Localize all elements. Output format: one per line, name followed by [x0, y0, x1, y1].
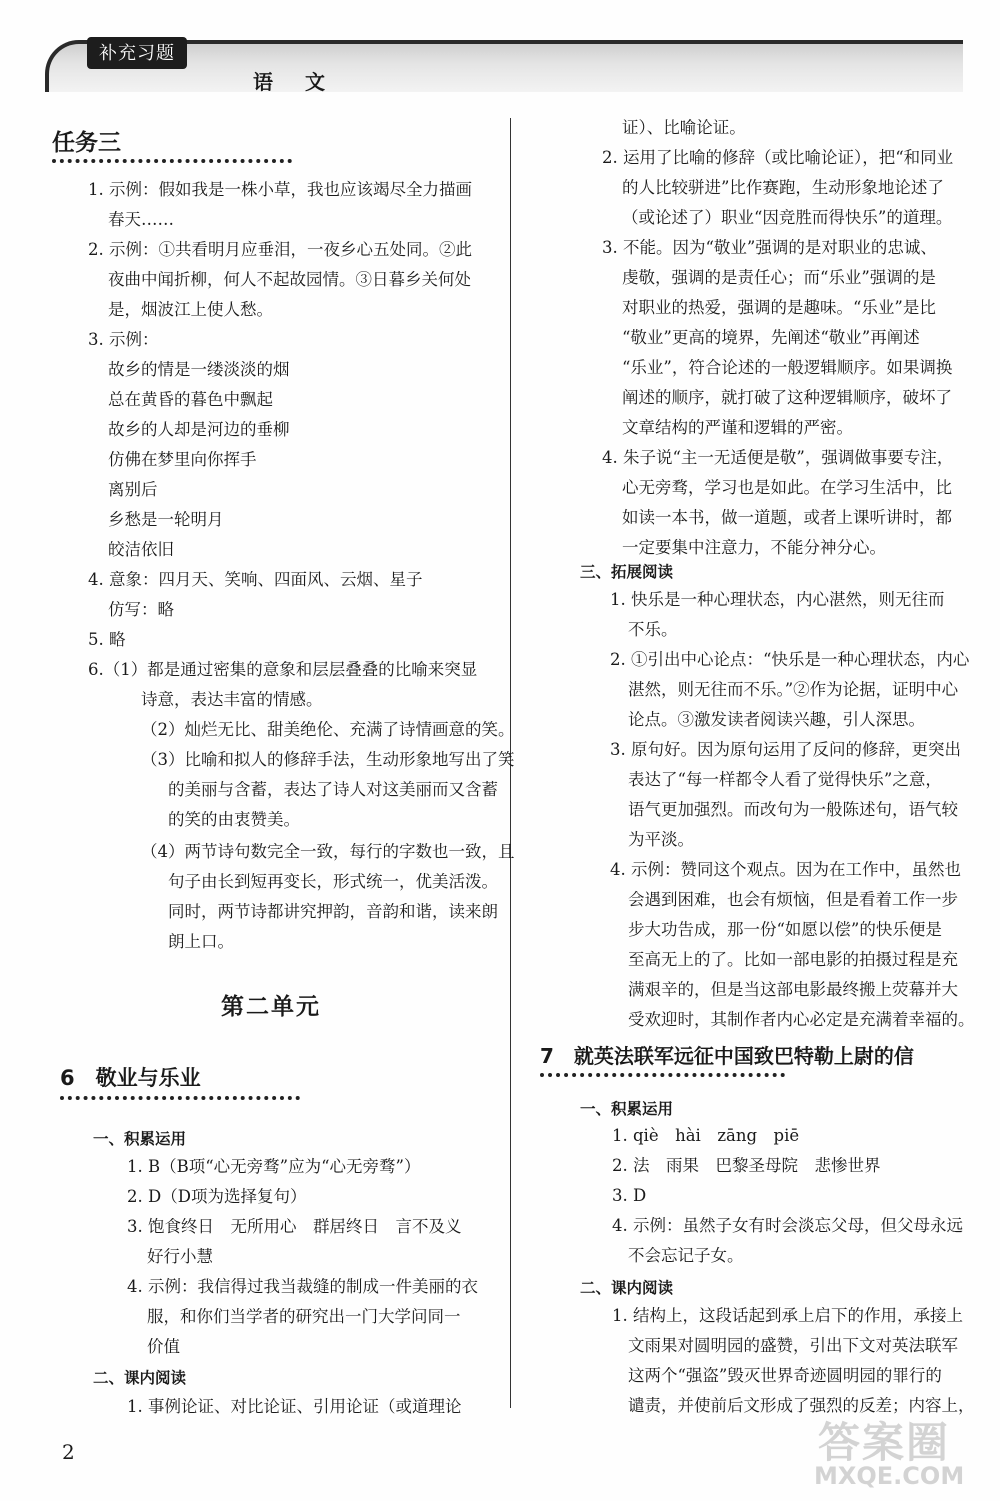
page-header [45, 40, 965, 95]
task-line: 乡愁是一轮明月 [108, 510, 224, 529]
unit-title: 第二单元 [221, 994, 321, 1020]
task-line: 3. 示例： [88, 330, 159, 349]
lesson6-sec1-line: 2. D（D项为选择复句） [127, 1187, 307, 1206]
watermark-line2: MXQE.COM [814, 1462, 965, 1490]
sec3-line: 湛然，则无往而不乐。”②作为论据，证明中心 [628, 680, 959, 699]
header-tag: 补充习题 [87, 37, 187, 69]
lesson6-reading-line: 虔敬，强调的是责任心；而“乐业”强调的是 [622, 268, 936, 287]
lesson7-sec1-line: 1. qiè hài zāng piē [612, 1126, 800, 1145]
lesson6-sec1-line: 1. B（B项“心无旁骛”应为“心无旁骛”） [127, 1157, 421, 1176]
task-line: 5. 略 [88, 630, 126, 649]
task-line: 1. 示例：假如我是一株小草，我也应该竭尽全力描画 [88, 180, 472, 199]
lesson6-reading-line: 文章结构的严谨和逻辑的严密。 [622, 418, 853, 437]
lesson6-sec1-line: 价值 [147, 1337, 180, 1356]
sec3-line: 会遇到困难，也会有烦恼，但是看着工作一步 [628, 890, 958, 909]
sec3-line: 论点。③激发读者阅读兴趣，引人深思。 [628, 710, 925, 729]
lesson7-sec1-line: 2. 法 雨果 巴黎圣母院 悲惨世界 [612, 1156, 881, 1175]
sec3-line: 表达了“每一样都令人看了觉得快乐”之意， [628, 770, 942, 789]
lesson6-reading-line: 心无旁骛，学习也是如此。在学习生活中，比 [622, 478, 952, 497]
lesson7-sec2-line: 1. 结构上，这段话起到承上启下的作用，承接上 [612, 1306, 963, 1325]
lesson6-title: 6 敬业与乐业 [60, 1066, 201, 1090]
lesson6-sec1-heading: 一、积累运用 [93, 1130, 187, 1148]
sec3-line: 至高无上的了。比如一部电影的拍摄过程是充 [628, 950, 958, 969]
lesson6-sec1-line: 服，和你们当学者的研究出一门大学问同一 [147, 1307, 461, 1326]
lesson6-reading-line: 阐述的顺序，就打破了这种逻辑顺序，破坏了 [622, 388, 952, 407]
lesson6-reading-line: 对职业的热爱，强调的是趣味。“乐业”是比 [622, 298, 936, 317]
lesson6-reading-line: 2. 运用了比喻的修辞（或比喻论证），把“和同业 [602, 148, 954, 167]
task-line: 的美丽与含蓄，表达了诗人对这美丽而又含蓄 [168, 780, 498, 799]
lesson7-sec1-heading: 一、积累运用 [580, 1100, 674, 1118]
task-line: 朗上口。 [168, 932, 234, 951]
task-line: 春天…… [108, 210, 174, 229]
task-line: 同时，两节诗都讲究押韵，音韵和谐，读来朗 [168, 902, 498, 921]
lesson6-sec1-line: 3. 饱食终日 无所用心 群居终日 言不及义 [127, 1217, 462, 1236]
lesson6-reading-line: 3. 不能。因为“敬业”强调的是对职业的忠诚、 [602, 238, 937, 257]
sec3-line: 受欢迎时，其制作者内心必定是充满着幸福的。 [628, 1010, 975, 1029]
lesson6-reading-line: 证）、比喻论证。 [622, 118, 746, 137]
lesson6-reading-line: “乐业”，符合论述的一般逻辑顺序。如果调换 [622, 358, 953, 377]
task-line: 句子由长到短再变长，形式统一，优美活泼。 [168, 872, 498, 891]
lesson6-reading-line: 如读一本书，做一道题，或者上课听讲时，都 [622, 508, 952, 527]
lesson6-reading-line: 4. 朱子说“主一无适便是敬”，强调做事要专注， [602, 448, 954, 467]
lesson7-sec1-line: 4. 示例：虽然子女有时会淡忘父母，但父母永远 [612, 1216, 963, 1235]
task-title-rule [52, 159, 292, 163]
lesson6-sec1-line: 好行小慧 [147, 1247, 213, 1266]
lesson7-title: 7 就英法联军远征中国致巴特勒上尉的信 [540, 1044, 914, 1068]
sec3-line: 3. 原句好。因为原句运用了反问的修辞，更突出 [610, 740, 961, 759]
task-line: 仿写：略 [108, 600, 174, 619]
lesson7-sec2-line: 谴责，并使前后文形成了强烈的反差；内容上， [628, 1396, 975, 1415]
sec3-line: 语气更加强烈。而改句为一般陈述句，语气较 [628, 800, 958, 819]
page-number: 2 [62, 1440, 75, 1464]
sec3-line: 2. ①引出中心论点：“快乐是一种心理状态，内心 [610, 650, 970, 669]
task-line: 总在黄昏的暮色中飘起 [108, 390, 273, 409]
task-line: （3）比喻和拟人的修辞手法，生动形象地写出了笑 [141, 750, 515, 769]
task-line: 的笑的由衷赞美。 [168, 810, 300, 829]
lesson7-sec2-line: 这两个“强盗”毁灭世界奇迹圆明园的罪行的 [628, 1366, 942, 1385]
task-line: 是，烟波江上使人愁。 [108, 300, 273, 319]
task-line: （4）两节诗句数完全一致，每行的字数也一致，且 [141, 842, 515, 861]
task-line: 2. 示例：①共看明月应垂泪，一夜乡心五处同。②此 [88, 240, 472, 259]
lesson6-reading-line: 的人比较骈进”比作赛跑，生动形象地论述了 [622, 178, 944, 197]
task-title: 任务三 [52, 130, 121, 156]
sec3-line: 为平淡。 [628, 830, 694, 849]
lesson7-sec1-line: 不会忘记子女。 [628, 1246, 744, 1265]
watermark-logo [812, 1410, 972, 1492]
lesson7-sec1-line: 3. D [612, 1186, 647, 1205]
lesson7-title-rule [540, 1073, 785, 1077]
sec3-line: 满艰辛的，但是当这部电影最终搬上荧幕并大 [628, 980, 958, 999]
task-line: 夜曲中闻折柳，何人不起故园情。③日暮乡关何处 [108, 270, 471, 289]
task-line: 故乡的人却是河边的垂柳 [108, 420, 290, 439]
task-line: 4. 意象：四月天、笑响、四面风、云烟、星子 [88, 570, 423, 589]
lesson6-sec1-line: 4. 示例：我信得过我当裁缝的制成一件美丽的衣 [127, 1277, 478, 1296]
task-line: 离别后 [108, 480, 158, 499]
lesson6-sec2-heading: 二、课内阅读 [93, 1369, 187, 1387]
header-subject: 语 文 [253, 70, 331, 94]
task-line: 故乡的情是一缕淡淡的烟 [108, 360, 290, 379]
task-line: 诗意，表达丰富的情感。 [141, 690, 323, 709]
sec3-line: 不乐。 [628, 620, 678, 639]
task-line: 皎洁依旧 [108, 540, 174, 559]
lesson6-title-rule [60, 1096, 300, 1100]
lesson7-sec2-line: 文雨果对圆明园的盛赞，引出下文对英法联军 [628, 1336, 958, 1355]
lesson6-reading-line: “敬业”更高的境界，先阐述“敬业”再阐述 [622, 328, 920, 347]
watermark-line1: 答案圈 [818, 1418, 951, 1467]
sec3-line: 4. 示例：赞同这个观点。因为在工作中，虽然也 [610, 860, 961, 879]
lesson6-sec2-line: 1. 事例论证、对比论证、引用论证（或道理论 [127, 1397, 462, 1416]
lesson6-reading-line: 一定要集中注意力，不能分神分心。 [622, 538, 886, 557]
task-line: 仿佛在梦里向你挥手 [108, 450, 257, 469]
lesson6-reading-line: （或论述了）职业“因竞胜而得快乐”的道理。 [622, 208, 953, 227]
sec3-line: 步大功告成，那一份“如愿以偿”的快乐便是 [628, 920, 942, 939]
sec3-line: 1. 快乐是一种心理状态，内心湛然，则无往而 [610, 590, 945, 609]
sec3-heading: 三、拓展阅读 [580, 563, 674, 581]
lesson7-sec2-heading: 二、课内阅读 [580, 1279, 674, 1297]
task-line: 6.（1）都是通过密集的意象和层层叠叠的比喻来突显 [88, 660, 478, 679]
task-line: （2）灿烂无比、甜美绝伦、充满了诗情画意的笑。 [141, 720, 515, 739]
